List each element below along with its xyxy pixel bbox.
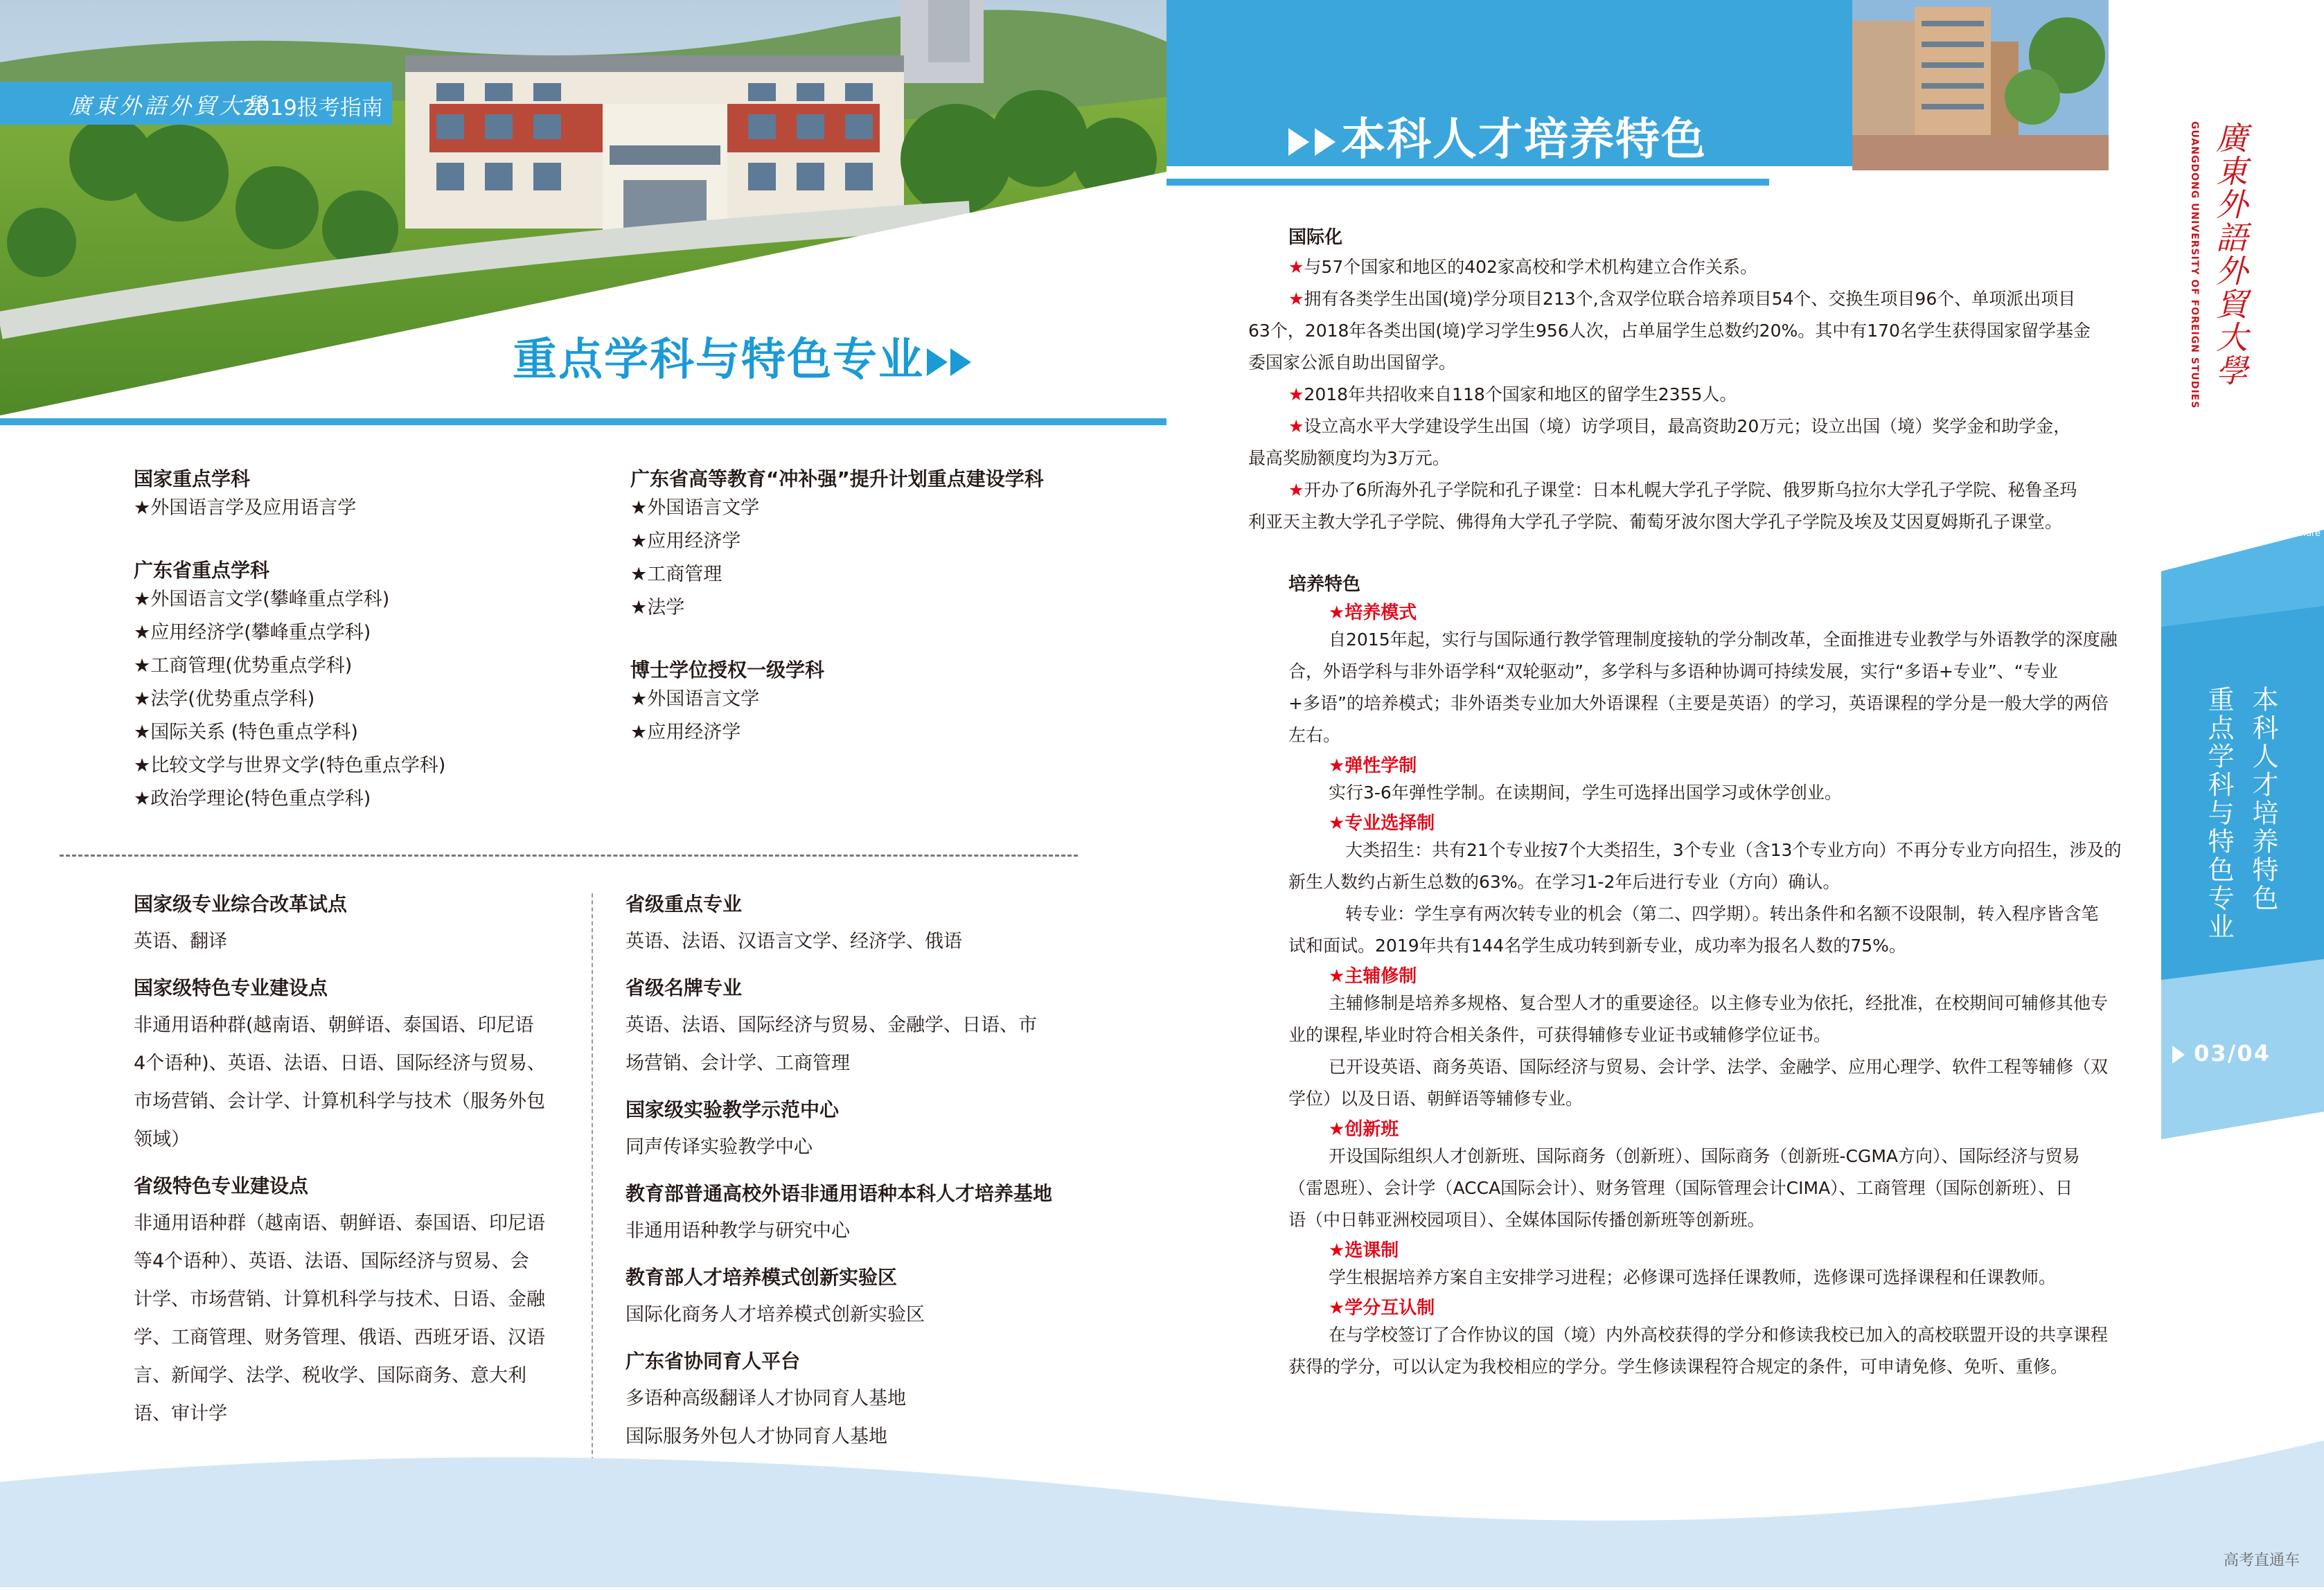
side-title-current: 本科人才培养特色 <box>2248 686 2278 913</box>
list-item: ★国际关系 (特色重点学科) <box>134 722 358 743</box>
list-item: ★2018年共招收来自118个国家和地区的留学生2355人。 <box>1288 384 1737 404</box>
paragraph-line: 合，外语学科与非外语学科“双轮驱动”，多学科与多语种协调可持续发展，实行“多语+专业”、“专业 <box>1288 661 2058 681</box>
university-logo: 廣東外語外貿大學 GUANGDONG UNIVERSITY OF FOREIGN STUDIES <box>2189 121 2248 409</box>
list-item: ★外国语言学及应用语言学 <box>134 497 357 519</box>
paragraph-line: 国际化商务人才培养模式创新实验区 <box>626 1304 925 1325</box>
paragraph-line: 言、新闻学、法学、税收学、国际商务、意大利 <box>134 1365 526 1386</box>
section-heading: 博士学位授权一级学科 <box>630 659 825 681</box>
sub-heading: ★弹性学制 <box>1329 756 1417 776</box>
section-heading: 省级特色专业建设点 <box>134 1174 309 1197</box>
paragraph-line: 4个语种)、英语、法语、日语、国际经济与贸易、 <box>134 1053 546 1074</box>
sub-heading: ★选课制 <box>1329 1240 1399 1261</box>
paragraph-line: 等4个语种）、英语、法语、国际经济与贸易、会 <box>134 1251 529 1272</box>
paragraph-line: 学、工商管理、财务管理、俄语、西班牙语、汉语 <box>134 1327 545 1348</box>
list-item: ★应用经济学 <box>630 722 741 743</box>
section-heading: 教育部人才培养模式创新实验区 <box>626 1266 898 1289</box>
guide-label: 2019报考指南 <box>242 96 383 120</box>
star-icon: ★ <box>1288 289 1304 309</box>
footer-watermark: 高考直通车 <box>2224 1552 2300 1569</box>
section-heading: 国家级专业综合改革试点 <box>134 893 348 915</box>
left-bottom-col2 <box>626 889 1124 1456</box>
right-content <box>1248 223 2140 1383</box>
intl-list <box>1248 251 2140 538</box>
paragraph-line: 开设国际组织人才创新班、国际商务（创新班）、国际商务（创新班-CGMA方向）、国际经济与贸易 <box>1329 1146 2080 1166</box>
paragraph-line: 同声传译实验教学中心 <box>626 1136 813 1158</box>
paragraph-line: 自2015年起，实行与国际通行教学管理制度接轨的学分制改革，全面推进专业教学与外语教学的深度融 <box>1329 629 2118 650</box>
list-item: ★与57个国家和地区的402家高校和学术机构建立合作关系。 <box>1288 257 1757 277</box>
section-heading: 国家级特色专业建设点 <box>134 976 328 999</box>
paragraph-line: 在与学校签订了合作协议的国（境）内外高校获得的学分和修读我校已加入的高校联盟开设的共享课程 <box>1329 1325 2109 1345</box>
sub-heading: ★主辅修制 <box>1329 966 1417 987</box>
bottom-background <box>0 1413 2324 1587</box>
left-bottom-col1 <box>134 889 577 1433</box>
paragraph-line: 左右。 <box>1288 725 1341 745</box>
section-heading: 省级重点专业 <box>626 893 743 915</box>
paragraph-line: 非通用语种群(越南语、朝鲜语、泰国语、印尼语 <box>134 1015 534 1036</box>
paragraph-line: 计学、市场营销、计算机科学与技术、日语、金融 <box>134 1289 545 1310</box>
play-arrow-icon <box>950 348 971 376</box>
play-arrow-icon <box>1315 128 1336 156</box>
paragraph-line: 已开设英语、商务英语、国际经济与贸易、会计学、法学、金融学、应用心理学、软件工程等辅修（双 <box>1329 1057 2109 1077</box>
sub-heading: ★专业选择制 <box>1329 813 1435 834</box>
paragraph-line: 英语、法语、国际经济与贸易、金融学、日语、市 <box>626 1015 1037 1036</box>
list-item: ★工商管理(优势重点学科) <box>134 655 353 677</box>
paragraph-line: 场营销、会计学、工商管理 <box>626 1053 850 1074</box>
section-heading: 广东省高等教育“冲补强”提升计划重点建设学科 <box>630 467 1044 490</box>
section-heading: 广东省重点学科 <box>134 559 270 582</box>
paragraph-line: 国际服务外包人才协同育人基地 <box>626 1426 887 1447</box>
list-item: ★拥有各类学生出国(境)学分项目213个,含双学位联合培养项目54个、交换生项目96个、单项派出项目 <box>1288 289 2076 309</box>
paragraph-line: 业的课程,毕业时符合相关条件，可获得辅修专业证书或辅修学位证书。 <box>1288 1025 1831 1045</box>
list-item: ★比较文学与世界文学(特色重点学科) <box>134 755 446 776</box>
left-col1 <box>134 464 619 816</box>
paragraph-line: 新生人数约占新生总数的63%。在学习1-2年后进行专业（方向）确认。 <box>1288 872 1840 892</box>
list-item: ★外国语言文学(攀峰重点学科) <box>134 589 390 610</box>
list-item: 利亚天主教大学孔子学院、佛得角大学孔子学院、葡萄牙波尔图大学孔子学院及埃及艾因夏姆斯孔子课堂。 <box>1248 512 2063 532</box>
page-number: 03/04 <box>2172 1040 2271 1066</box>
brochure-label: 2019 GDUFS Undergraduate Admission Brochure <box>2230 497 2321 539</box>
left-col2 <box>630 464 1157 749</box>
star-icon: ★ <box>1288 416 1304 436</box>
paragraph-line: 主辅修制是培养多规格、复合型人才的重要途径。以主修专业为依托，经批准，在校期间可辅修其他专 <box>1329 993 2109 1013</box>
paragraph-line: （雷恩班）、会计学（ACCA国际会计）、财务管理（国际管理会计CIMA）、工商管理（国际创新班）、日 <box>1288 1178 2073 1198</box>
paragraph-line: 大类招生：共有21个专业按7个大类招生，3个专业（含13个专业方向）不再分专业方向招生，涉及的 <box>1345 840 2122 860</box>
section-heading: 国家重点学科 <box>134 467 251 490</box>
list-item: ★应用经济学(攀峰重点学科) <box>134 622 371 643</box>
sub-heading: ★培养模式 <box>1329 602 1417 623</box>
section-heading: 省级名牌专业 <box>626 976 743 999</box>
list-item: 最高奖励额度均为3万元。 <box>1248 448 1450 468</box>
vertical-dashed-divider <box>592 893 593 1482</box>
sub-heading: ★学分互认制 <box>1329 1298 1435 1319</box>
play-arrow-icon <box>1288 128 1309 156</box>
list-item: ★外国语言文学 <box>630 688 760 710</box>
list-item: 委国家公派自助出国留学。 <box>1248 352 1457 373</box>
paragraph-line: 非通用语种教学与研究中心 <box>626 1220 850 1242</box>
paragraph-line: 学生根据培养方案自主安排学习进程；必修课可选择任课教师，选修课可选择课程和任课教师。 <box>1329 1267 2057 1287</box>
list-item: ★外国语言文学 <box>630 497 760 519</box>
right-page-title: 本科人才培养特色 <box>1288 104 1707 168</box>
paragraph-line: +多语”的培养模式；非外语类专业加大外语课程（主要是英语）的学习，英语课程的学分是一般大学的两倍 <box>1288 693 2109 713</box>
list-item: ★应用经济学 <box>630 530 741 552</box>
paragraph-line: 英语、翻译 <box>134 931 227 952</box>
star-icon: ★ <box>1288 257 1304 277</box>
section-heading: 教育部普通高校外语非通用语种本科人才培养基地 <box>626 1182 1053 1205</box>
school-name: 廣東外語外貿大學 <box>69 93 269 119</box>
list-item: 63个，2018年各类出国(境)学习学生956人次，占单届学生总数约20%。其中有170名学生获得国家留学基金 <box>1248 321 2091 341</box>
paragraph-line: 市场营销、会计学、计算机科学与技术（服务外包 <box>134 1091 545 1112</box>
campus-photo-right <box>1852 0 2109 170</box>
paragraph-line: 实行3-6年弹性学制。在读期间，学生可选择出国学习或休学创业。 <box>1329 783 1842 803</box>
brand-bar <box>0 82 392 125</box>
dashed-divider <box>60 855 1078 857</box>
right-accent-stripe <box>1167 179 1769 186</box>
list-item: ★开办了6所海外孔子学院和孔子课堂：日本札幌大学孔子学院、俄罗斯乌拉尔大学孔子学院、秘鲁圣玛 <box>1288 480 2077 500</box>
star-icon: ★ <box>1288 384 1304 404</box>
paragraph-line: 英语、法语、汉语言文学、经济学、俄语 <box>626 931 962 952</box>
list-item: ★法学(优势重点学科) <box>134 688 315 710</box>
star-icon: ★ <box>1288 480 1304 500</box>
sub-heading: ★创新班 <box>1329 1119 1399 1140</box>
section-heading: 国际化 <box>1288 227 1343 248</box>
paragraph-line: 多语种高级翻译人才协同育人基地 <box>626 1388 906 1409</box>
paragraph-line: 领域） <box>134 1129 190 1150</box>
paragraph-line: 试和面试。2019年共有144名学生成功转到新专业，成功率为报名人数的75%。 <box>1288 936 1906 956</box>
play-arrow-icon <box>2172 1046 2185 1064</box>
list-item: ★法学 <box>630 597 685 618</box>
play-arrow-icon <box>927 348 948 376</box>
paragraph-line: 获得的学分，可以认定为我校相应的学分。学生修读课程符合规定的条件，可申请免修、免听、重修。 <box>1288 1357 2068 1377</box>
side-title-previous: 重点学科与特色专业 <box>2203 686 2234 941</box>
paragraph-line: 语、审计学 <box>134 1403 227 1424</box>
section-heading: 广东省协同育人平台 <box>626 1350 801 1373</box>
paragraph-line: 语（中日韩亚洲校园项目）、全媒体国际传播创新班等创新班。 <box>1288 1210 1765 1230</box>
paragraph-line: 非通用语种群（越南语、朝鲜语、泰国语、印尼语 <box>134 1213 545 1234</box>
left-page-title: 重点学科与特色专业 <box>513 324 971 388</box>
list-item: ★工商管理 <box>630 564 722 585</box>
list-item: ★政治学理论(特色重点学科) <box>134 788 371 810</box>
section-heading: 国家级实验教学示范中心 <box>626 1098 840 1121</box>
list-item: ★设立高水平大学建设学生出国（境）访学项目，最高资助20万元；设立出国（境）奖学金和助学金， <box>1288 416 2071 436</box>
paragraph-line: 学位）以及日语、朝鲜语等辅修专业。 <box>1288 1089 1584 1109</box>
section-heading: 培养特色 <box>1288 574 1361 595</box>
paragraph-line: 转专业：学生享有两次转专业的机会（第二、四学期）。转出条件和名额不设限制，转入程序皆含笔 <box>1345 904 2099 924</box>
left-accent-stripe <box>0 418 1167 425</box>
